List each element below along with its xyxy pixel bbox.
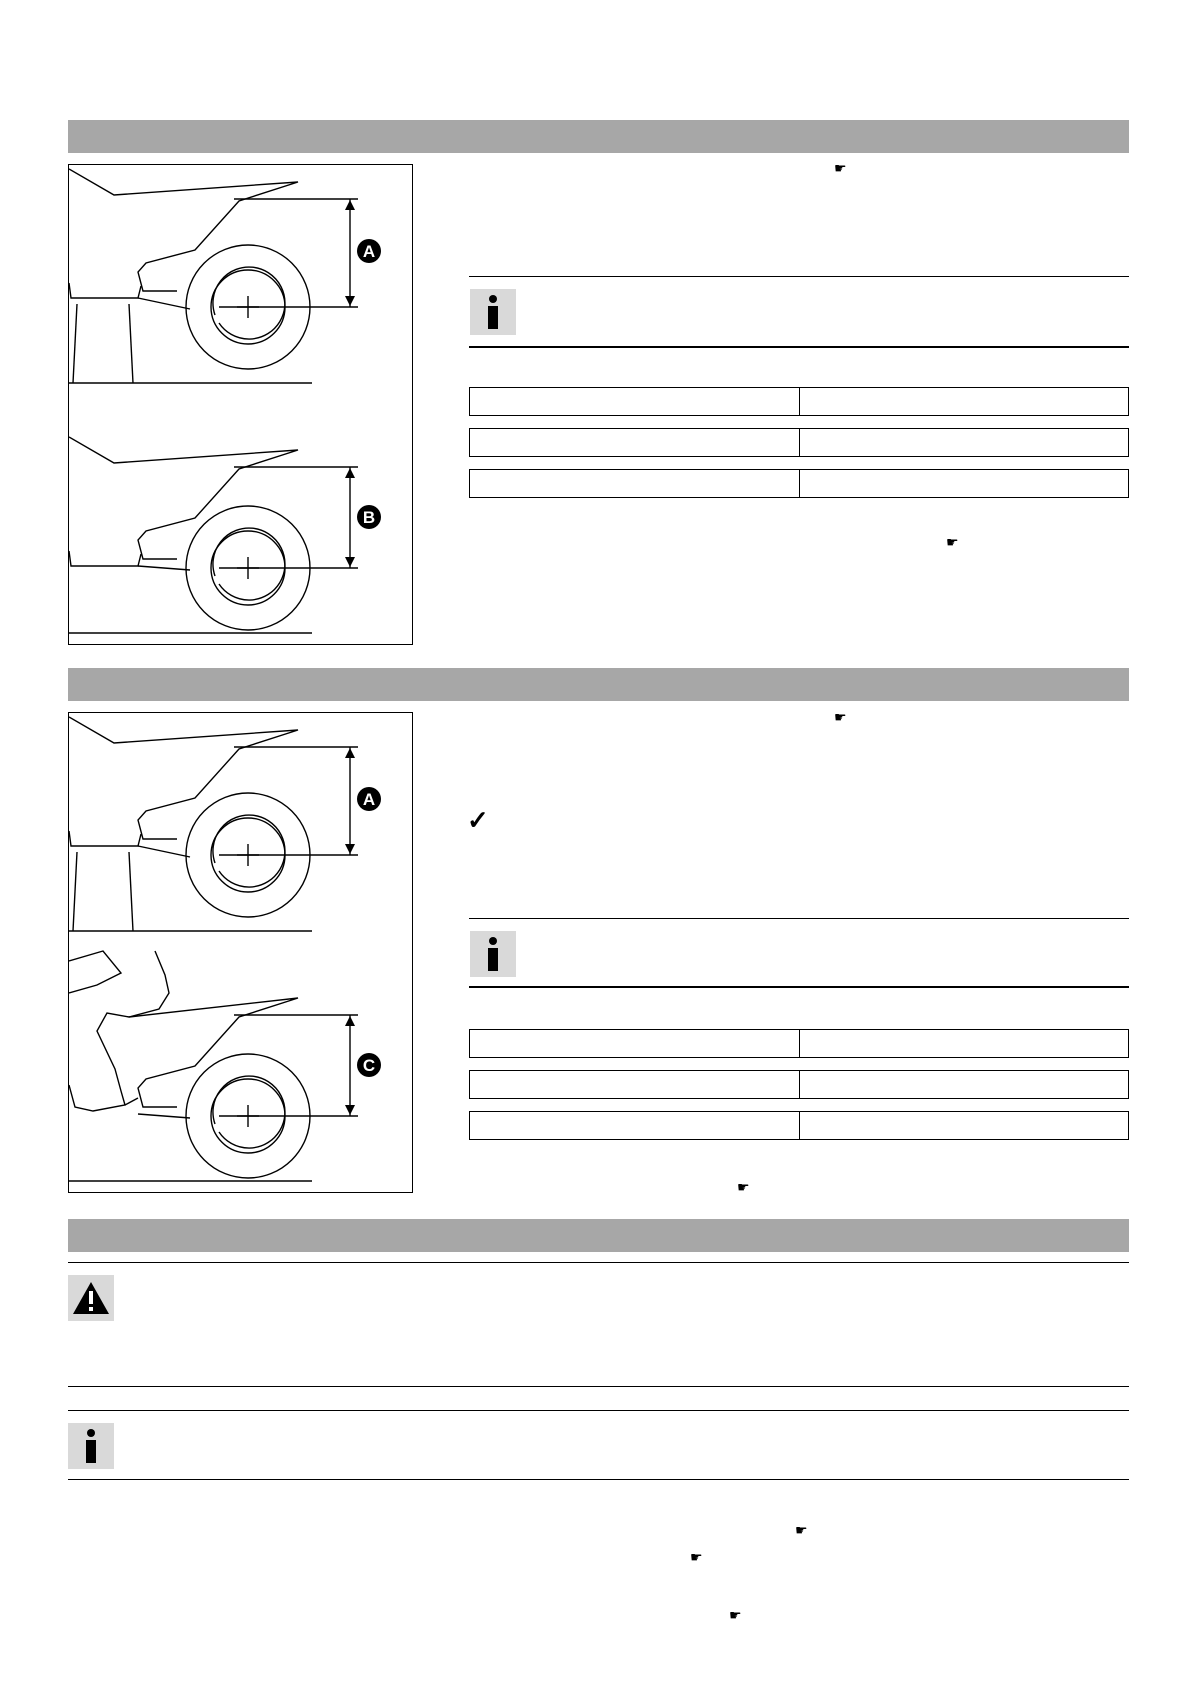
- note-rule-top-1: [469, 276, 1129, 277]
- label-a-text: A: [362, 790, 376, 809]
- spec-value-cell: [799, 1112, 1129, 1139]
- section-header-bar-2: [68, 668, 1129, 701]
- reference-pointer-icon: ☛: [834, 160, 847, 176]
- spec-label-cell: [470, 1030, 799, 1057]
- spec-value-cell: [799, 388, 1129, 415]
- warning-rule-bottom: [68, 1386, 1129, 1387]
- spec-table-row-2: [469, 1070, 1129, 1099]
- warning-icon: [68, 1275, 114, 1321]
- section-header-bar-1: [68, 120, 1129, 153]
- spec-table-row-1: [469, 387, 1129, 416]
- figure-illustration-1: [69, 165, 412, 644]
- spec-value-cell: [799, 429, 1129, 456]
- spec-table-row-1: [469, 1029, 1129, 1058]
- note-rule-top-2: [469, 918, 1129, 919]
- spec-value-cell: [799, 1071, 1129, 1098]
- info-icon: [470, 931, 516, 977]
- spec-label-cell: [470, 470, 799, 497]
- spec-value-cell: [799, 470, 1129, 497]
- spec-value-cell: [799, 1030, 1129, 1057]
- reference-pointer-icon: ☛: [729, 1607, 742, 1623]
- note-rule-bottom-3: [68, 1479, 1129, 1480]
- reference-pointer-icon: ☛: [946, 534, 959, 550]
- label-a-text: A: [362, 242, 376, 261]
- warning-rule-top: [68, 1262, 1129, 1263]
- spec-label-cell: [470, 388, 799, 415]
- label-c-text: C: [362, 1056, 376, 1075]
- figure-sag-measurement-1: [68, 164, 413, 645]
- spec-label-cell: [470, 429, 799, 456]
- section-header-bar-3: [68, 1219, 1129, 1252]
- note-rule-top-3: [68, 1410, 1129, 1411]
- reference-pointer-icon: ☛: [834, 709, 847, 725]
- note-rule-bottom-1: [469, 346, 1129, 348]
- figure-illustration-2: [69, 713, 412, 1192]
- note-rule-bottom-2: [469, 986, 1129, 988]
- spec-table-row-3: [469, 469, 1129, 498]
- info-icon: [470, 289, 516, 335]
- spec-label-cell: [470, 1112, 799, 1139]
- spec-label-cell: [470, 1071, 799, 1098]
- label-b-text: B: [362, 508, 376, 527]
- reference-pointer-icon: ☛: [795, 1522, 808, 1538]
- reference-pointer-icon: ☛: [690, 1549, 703, 1565]
- checkmark-icon: ✓: [467, 805, 489, 835]
- info-icon: [68, 1423, 114, 1469]
- spec-table-row-2: [469, 428, 1129, 457]
- spec-table-row-3: [469, 1111, 1129, 1140]
- figure-sag-measurement-2: [68, 712, 413, 1193]
- reference-pointer-icon: ☛: [737, 1179, 750, 1195]
